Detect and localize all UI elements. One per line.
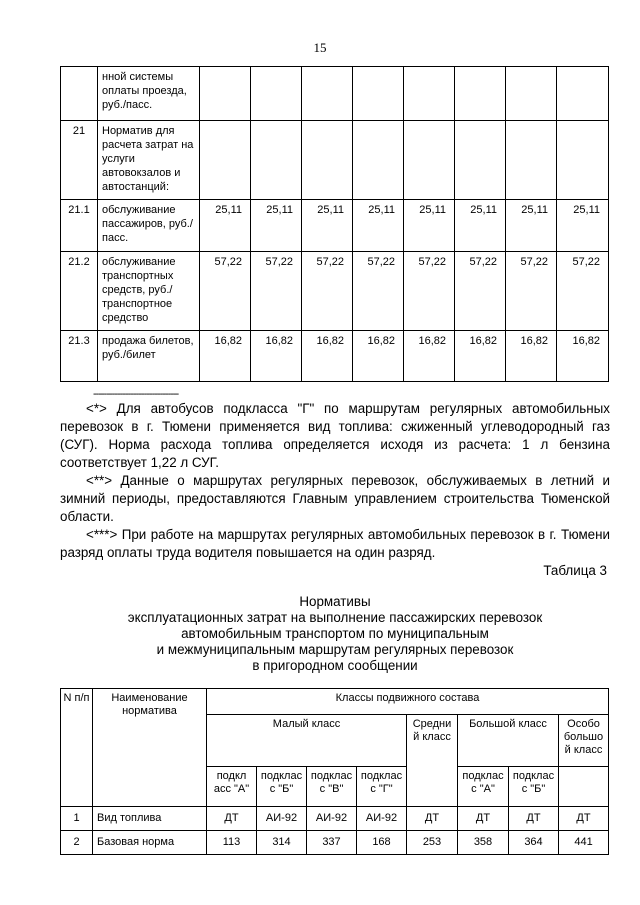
value-cell	[251, 121, 302, 200]
value-cell	[200, 67, 251, 121]
value-cell	[200, 121, 251, 200]
value-cell: ДТ	[458, 807, 509, 831]
heading-line: в пригородном сообщении	[252, 658, 418, 673]
value-cell	[302, 121, 353, 200]
row-number: 21.1	[61, 200, 98, 252]
row-number: 21.3	[61, 331, 98, 382]
header-subclass: подклас с "Г"	[357, 767, 407, 807]
header-subclass: подклас с "Б"	[509, 767, 559, 807]
header-name: Наименование норматива	[93, 689, 207, 807]
value-cell: 57,22	[455, 252, 506, 331]
table-row	[61, 831, 609, 855]
row-number: 21	[61, 121, 98, 200]
table-row	[61, 252, 609, 331]
heading-line: Нормативы	[299, 594, 371, 609]
value-cell	[353, 121, 404, 200]
value-cell: 358	[458, 831, 509, 855]
value-cell: 25,11	[200, 200, 251, 252]
page-number: 15	[313, 40, 327, 55]
value-cell: ДТ	[207, 807, 257, 831]
header-subclass	[559, 767, 609, 807]
value-cell: 314	[257, 831, 307, 855]
table-label: Таблица 3	[543, 563, 607, 578]
value-cell	[455, 121, 506, 200]
value-cell: 57,22	[302, 252, 353, 331]
header-num: N п/п	[61, 689, 93, 807]
norms-table-continued	[60, 66, 609, 382]
value-cell: 16,82	[302, 331, 353, 382]
value-cell	[506, 67, 557, 121]
value-cell: 441	[559, 831, 609, 855]
value-cell: 364	[509, 831, 559, 855]
value-cell: 57,22	[404, 252, 455, 331]
header-subclass: подклас с "В"	[307, 767, 357, 807]
value-cell	[557, 121, 609, 200]
header-medium-class: Средни й класс	[407, 715, 458, 807]
footnote-separator: --------------------------------	[93, 388, 179, 400]
heading-line: и межмуниципальным маршрутам регулярных перевозок	[156, 642, 514, 657]
value-cell	[455, 67, 506, 121]
value-cell: 16,82	[557, 331, 609, 382]
header-subclass: подкл асс "А"	[207, 767, 257, 807]
row-name: Вид топлива	[93, 807, 207, 831]
value-cell: 113	[207, 831, 257, 855]
row-number: 2	[61, 831, 93, 855]
value-cell: АИ-92	[307, 807, 357, 831]
value-cell: 25,11	[506, 200, 557, 252]
value-cell: 25,11	[251, 200, 302, 252]
table-row	[61, 807, 609, 831]
row-number: 1	[61, 807, 93, 831]
row-name: обслуживание транспортных средств, руб./ транспортное средство	[98, 252, 200, 331]
norms-table-3	[60, 688, 609, 855]
value-cell: 16,82	[353, 331, 404, 382]
row-name: Базовая норма	[93, 831, 207, 855]
value-cell: 57,22	[251, 252, 302, 331]
header-classes: Классы подвижного состава	[207, 689, 609, 715]
value-cell	[404, 121, 455, 200]
value-cell: 25,11	[557, 200, 609, 252]
value-cell	[404, 67, 455, 121]
value-cell: 25,11	[455, 200, 506, 252]
table-heading	[60, 594, 610, 674]
value-cell: 337	[307, 831, 357, 855]
row-name: Норматив для расчета затрат на услуги автовокзалов и автостанций:	[98, 121, 200, 200]
table-row	[61, 121, 609, 200]
value-cell	[506, 121, 557, 200]
value-cell: 16,82	[404, 331, 455, 382]
value-cell: 16,82	[455, 331, 506, 382]
footnote-1: <*> Для автобусов подкласса "Г" по маршрутам регулярных автомобильных перевозок в г. Тюмени применяется вид топлива: сжиженный углеводородный газ (СУГ). Норма расхода топлива определяется исходя из расчета: 1 л бензина соответствует 1,22 л СУГ.	[60, 401, 610, 470]
table-row	[61, 331, 609, 382]
value-cell: 25,11	[353, 200, 404, 252]
value-cell: ДТ	[509, 807, 559, 831]
row-name: обслуживание пассажиров, руб./пасс.	[98, 200, 200, 252]
value-cell: 57,22	[353, 252, 404, 331]
footnote-2: <**> Данные о маршрутах регулярных перевозок, обслуживаемых в летний и зимний периоды, предоставляются Главным управлением строительства Тюменской области.	[60, 473, 610, 524]
header-extra-large-class: Особо большо й класс	[559, 715, 609, 767]
value-cell: 16,82	[506, 331, 557, 382]
value-cell: 16,82	[200, 331, 251, 382]
value-cell: ДТ	[559, 807, 609, 831]
footnotes	[60, 400, 610, 562]
value-cell: 253	[407, 831, 458, 855]
header-large-class: Большой класс	[458, 715, 559, 767]
value-cell: 25,11	[404, 200, 455, 252]
value-cell: ДТ	[407, 807, 458, 831]
heading-line: эксплуатационных затрат на выполнение пассажирских перевозок	[127, 610, 543, 625]
value-cell: 25,11	[302, 200, 353, 252]
header-small-class: Малый класс	[207, 715, 407, 767]
value-cell	[557, 67, 609, 121]
row-number	[61, 67, 98, 121]
value-cell: 57,22	[557, 252, 609, 331]
value-cell: 57,22	[200, 252, 251, 331]
value-cell	[353, 67, 404, 121]
heading-line: автомобильным транспортом по муниципальным	[181, 626, 489, 641]
value-cell: 57,22	[506, 252, 557, 331]
header-subclass: подклас с "А"	[458, 767, 509, 807]
value-cell: 16,82	[251, 331, 302, 382]
row-name: нной системы оплаты проезда, руб./пасс.	[98, 67, 200, 121]
value-cell	[302, 67, 353, 121]
value-cell	[251, 67, 302, 121]
row-number: 21.2	[61, 252, 98, 331]
header-row	[61, 689, 609, 715]
header-subclass: подклас с "Б"	[257, 767, 307, 807]
value-cell: АИ-92	[357, 807, 407, 831]
value-cell: 168	[357, 831, 407, 855]
table-row	[61, 200, 609, 252]
table-row	[61, 67, 609, 121]
footnote-3: <***> При работе на маршрутах регулярных автомобильных перевозок в г. Тюмени разряд оплаты труда водителя повышается на один разряд.	[60, 527, 610, 560]
value-cell: АИ-92	[257, 807, 307, 831]
row-name: продажа билетов, руб./билет	[98, 331, 200, 382]
